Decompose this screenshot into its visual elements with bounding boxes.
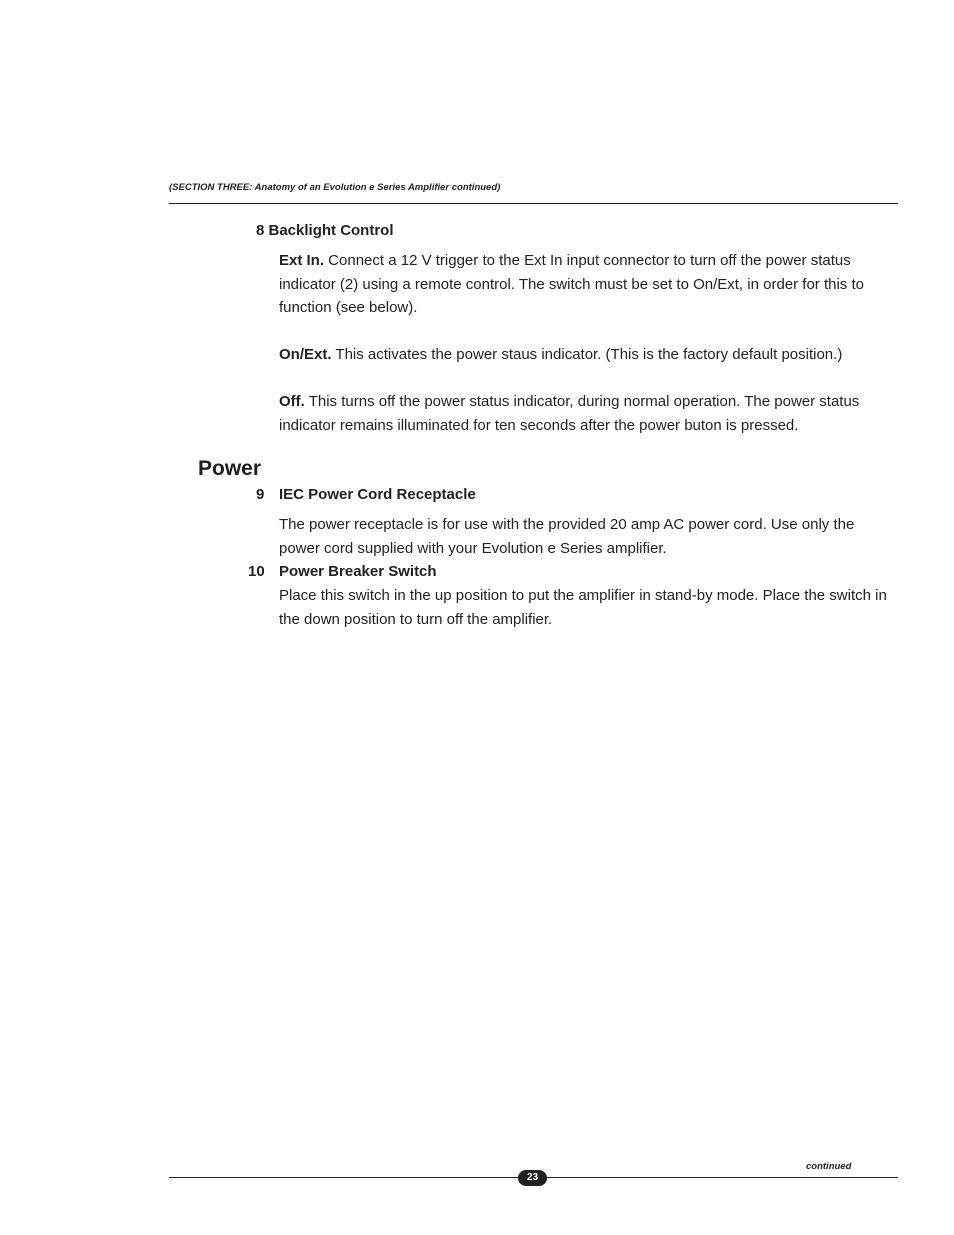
item-9-paragraph: The power receptacle is for use with the provided 20 amp AC power cord. Use only the power cord supplied with your Evolution e Series amplifier. [279, 516, 855, 557]
item-10-title: Power Breaker Switch [279, 563, 437, 580]
page-number-badge: 23 [518, 1170, 547, 1186]
on-ext-text: This activates the power staus indicator. (This is the factory default position.) [331, 346, 843, 363]
on-ext-term: On/Ext. [279, 346, 332, 363]
running-head: (SECTION THREE: Anatomy of an Evolution e Series Amplifier continued) [169, 182, 501, 193]
backlight-control-title: 8 Backlight Control [256, 222, 394, 239]
ext-in-text: Connect a 12 V trigger to the Ext In input connector to turn off the power status indicator (2) using a remote control. The switch must be set to On/Ext, in order for this to function (see below). [279, 252, 864, 316]
continued-note: continued [806, 1161, 852, 1172]
power-section-heading: Power [198, 457, 262, 480]
on-ext-paragraph [279, 343, 899, 367]
off-paragraph [279, 390, 899, 437]
header-rule [169, 203, 898, 204]
ext-in-term: Ext In. [279, 252, 325, 269]
item-9-title: IEC Power Cord Receptacle [279, 486, 476, 503]
ext-in-paragraph [279, 249, 899, 320]
item-9-number: 9 [256, 486, 265, 503]
off-term: Off. [279, 393, 305, 410]
off-text: This turns off the power status indicator, during normal operation. The power status indicator remains illuminated for ten seconds after the power buton is pressed. [279, 393, 860, 434]
item-10-number: 10 [248, 563, 265, 580]
item-10-paragraph: Place this switch in the up position to put the amplifier in stand-by mode. Place the switch in the down position to turn off the amplifier. [279, 587, 887, 628]
